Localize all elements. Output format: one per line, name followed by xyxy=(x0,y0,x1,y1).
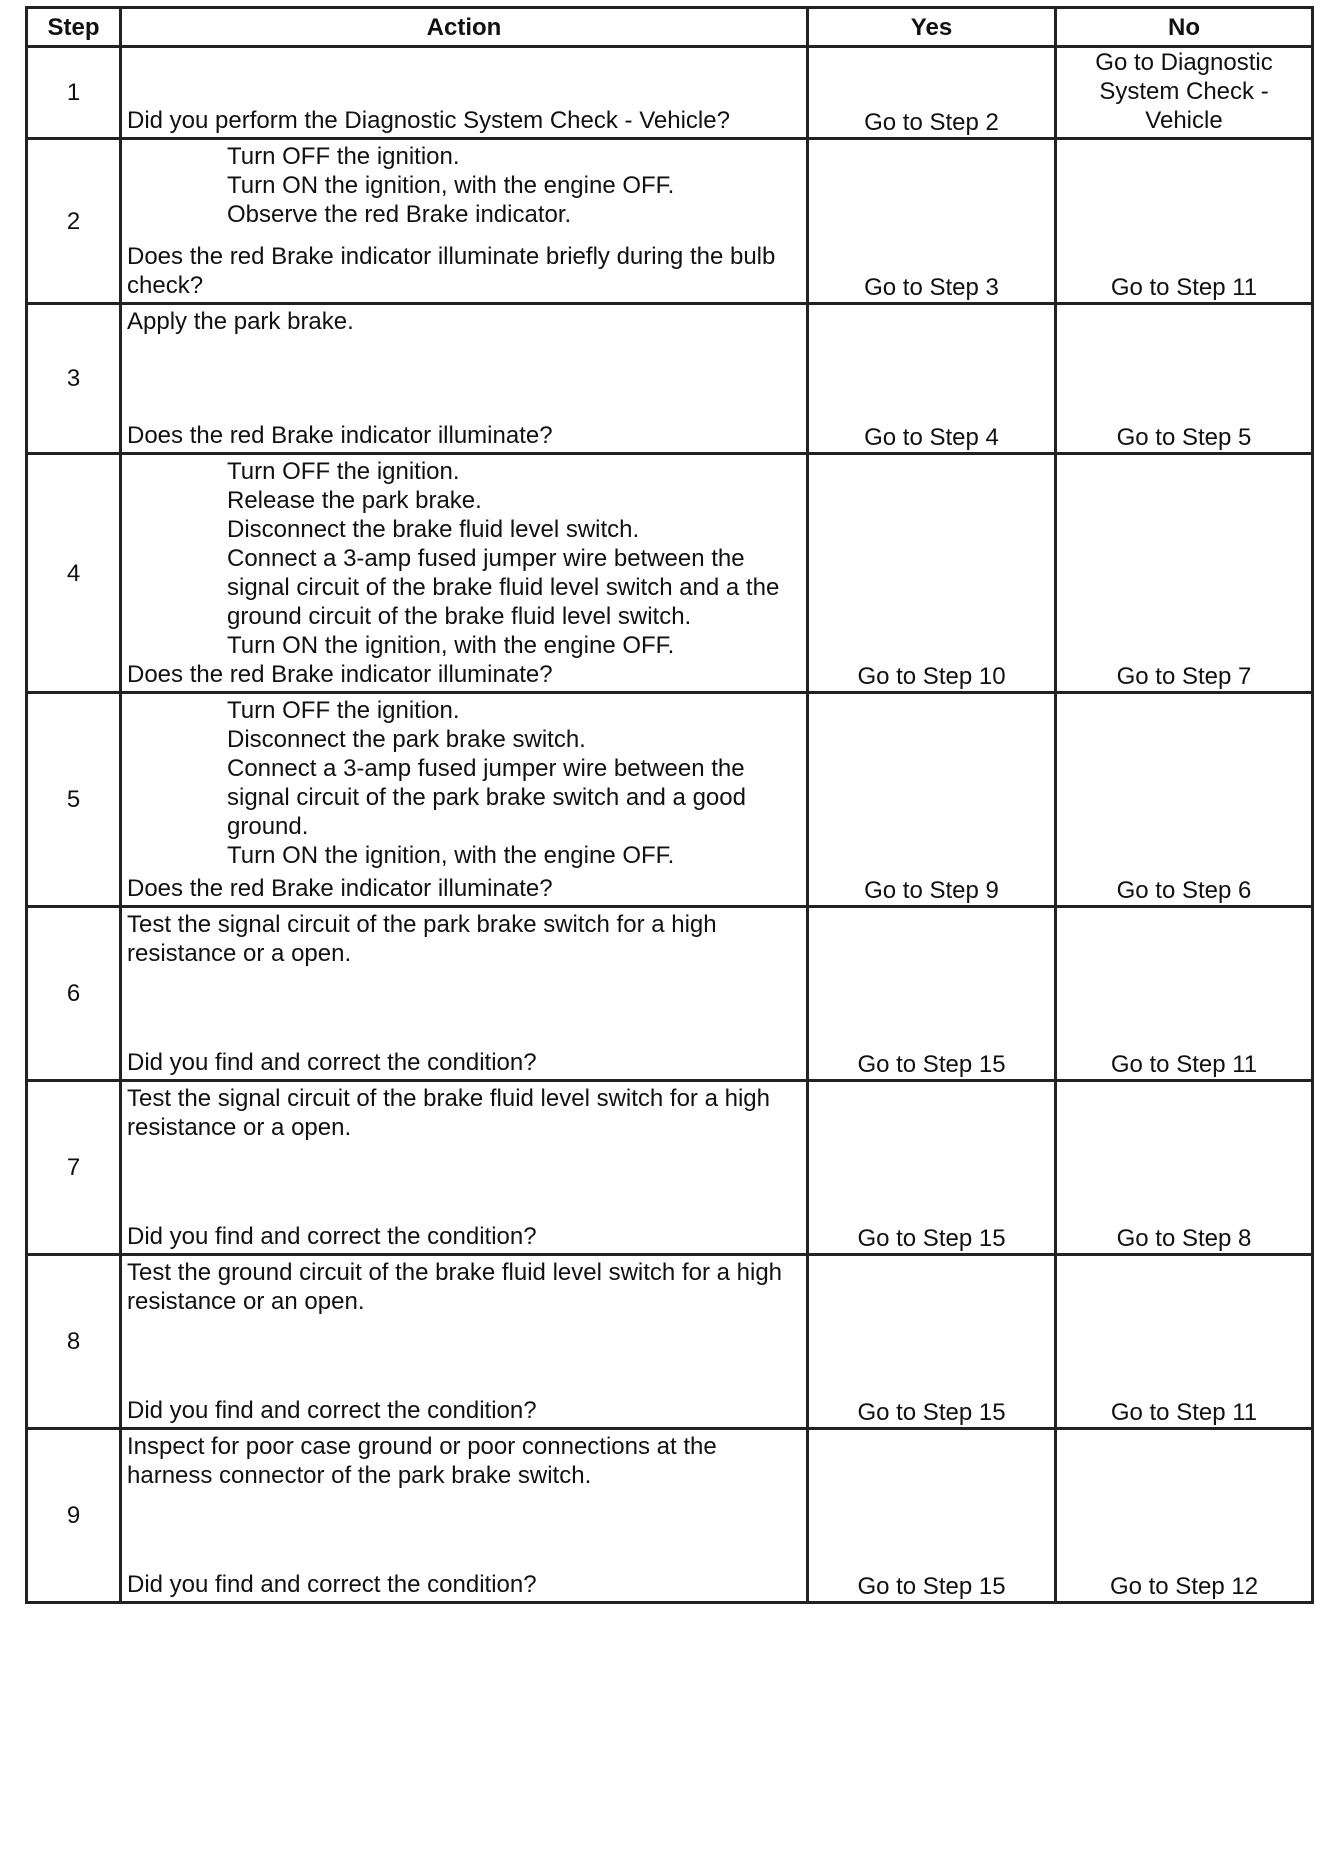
action-content xyxy=(122,1256,806,1427)
action-top xyxy=(127,1258,802,1316)
action-question: Does the red Brake indicator illuminate? xyxy=(127,422,553,449)
action-cell xyxy=(121,693,808,907)
substep-line: Turn ON the ignition, with the engine OFF. xyxy=(227,632,675,659)
yes-result: Go to Step 9 xyxy=(808,693,1056,907)
step-number: 7 xyxy=(27,1081,121,1255)
substep-line: Turn ON the ignition, with the engine OFF. xyxy=(227,842,675,869)
substep-list xyxy=(127,457,802,660)
substep-line: Connect a 3-amp fused jumper wire between the signal circuit of the park brake switch and a good ground. xyxy=(227,755,746,840)
no-result-line: Go to Step 12 xyxy=(1109,1573,1259,1600)
action-content xyxy=(122,455,806,691)
no-result xyxy=(1056,693,1313,907)
step-number: 6 xyxy=(27,907,121,1081)
action-content xyxy=(122,140,806,302)
substep-line: Disconnect the brake fluid level switch. xyxy=(227,516,640,543)
header-no: No xyxy=(1056,8,1313,47)
table-row xyxy=(27,907,1313,1081)
table-row xyxy=(27,139,1313,304)
no-result-line: Go to Step 5 xyxy=(1116,424,1252,451)
yes-result: Go to Step 15 xyxy=(808,907,1056,1081)
substep-line: Turn ON the ignition, with the engine OFF. xyxy=(227,172,675,199)
action-content xyxy=(122,908,806,1079)
action-instruction: Inspect for poor case ground or poor connections at the harness connector of the park brake switch. xyxy=(127,1433,717,1489)
step-number: 5 xyxy=(27,693,121,907)
no-result-line: Go to Step 11 xyxy=(1110,1051,1258,1078)
header-row xyxy=(27,8,1313,47)
action-instruction: Apply the park brake. xyxy=(127,308,354,335)
action-cell xyxy=(121,1255,808,1429)
no-result-line: Go to Diagnostic xyxy=(1095,49,1273,76)
table-row xyxy=(27,1255,1313,1429)
no-result-line: Go to Step 7 xyxy=(1116,663,1252,690)
no-result xyxy=(1056,1429,1313,1603)
action-question: Does the red Brake indicator illuminate? xyxy=(127,661,553,688)
action-question: Did you find and correct the condition? xyxy=(127,1571,537,1598)
table-row xyxy=(27,454,1313,693)
step-number: 1 xyxy=(27,47,121,139)
action-cell xyxy=(121,907,808,1081)
no-result xyxy=(1056,1081,1313,1255)
yes-result: Go to Step 15 xyxy=(808,1081,1056,1255)
action-top xyxy=(127,457,802,660)
no-result xyxy=(1056,47,1313,139)
yes-result: Go to Step 10 xyxy=(808,454,1056,693)
action-content xyxy=(122,694,806,905)
substep-line: Turn OFF the ignition. xyxy=(227,143,460,170)
action-cell xyxy=(121,1429,808,1603)
substep-line: Disconnect the park brake switch. xyxy=(227,726,586,753)
no-result xyxy=(1056,304,1313,454)
step-number: 9 xyxy=(27,1429,121,1603)
table-row xyxy=(27,1081,1313,1255)
action-content xyxy=(122,1430,806,1601)
no-result xyxy=(1056,454,1313,693)
action-instruction: Test the signal circuit of the brake fluid level switch for a high resistance or a open. xyxy=(127,1085,770,1141)
substep-line: Turn OFF the ignition. xyxy=(227,458,460,485)
action-cell xyxy=(121,304,808,454)
action-content xyxy=(122,305,806,452)
substep-line: Observe the red Brake indicator. xyxy=(227,201,572,228)
table-row xyxy=(27,693,1313,907)
action-question: Does the red Brake indicator illuminate? xyxy=(127,875,553,902)
action-top xyxy=(127,1084,802,1142)
table-row xyxy=(27,304,1313,454)
action-question: Did you find and correct the condition? xyxy=(127,1397,537,1424)
no-result-line: Go to Step 11 xyxy=(1110,1399,1258,1426)
action-cell xyxy=(121,47,808,139)
yes-result: Go to Step 4 xyxy=(808,304,1056,454)
no-result-line: Go to Step 8 xyxy=(1116,1225,1252,1252)
no-result-line: System Check - xyxy=(1099,78,1269,105)
action-top xyxy=(127,1432,802,1490)
table-row xyxy=(27,47,1313,139)
step-number: 2 xyxy=(27,139,121,304)
header-yes: Yes xyxy=(808,8,1056,47)
action-top xyxy=(127,142,802,229)
no-result xyxy=(1056,1255,1313,1429)
action-cell xyxy=(121,454,808,693)
step-number: 3 xyxy=(27,304,121,454)
substep-line: Connect a 3-amp fused jumper wire between the signal circuit of the brake fluid level switch and a the ground circuit of the brake fluid level switch. xyxy=(227,545,780,630)
yes-result: Go to Step 2 xyxy=(808,47,1056,139)
action-top xyxy=(127,910,802,968)
table-row xyxy=(27,1429,1313,1603)
action-cell xyxy=(121,139,808,304)
action-question: Does the red Brake indicator illuminate briefly during the bulb check? xyxy=(127,243,776,299)
action-question: Did you perform the Diagnostic System Check - Vehicle? xyxy=(127,107,730,134)
no-result xyxy=(1056,139,1313,304)
substep-list xyxy=(127,142,802,229)
step-number: 8 xyxy=(27,1255,121,1429)
yes-result: Go to Step 15 xyxy=(808,1255,1056,1429)
action-top xyxy=(127,307,802,336)
action-top xyxy=(127,696,802,870)
substep-line: Release the park brake. xyxy=(227,487,482,514)
action-question: Did you find and correct the condition? xyxy=(127,1223,537,1250)
no-result-line: Go to Step 6 xyxy=(1116,877,1252,904)
no-result xyxy=(1056,907,1313,1081)
table-body xyxy=(27,47,1313,1603)
action-content xyxy=(122,48,806,137)
header-action: Action xyxy=(121,8,808,47)
action-question: Did you find and correct the condition? xyxy=(127,1049,537,1076)
action-content xyxy=(122,1082,806,1253)
no-result-line: Go to Step 11 xyxy=(1110,274,1258,301)
yes-result: Go to Step 3 xyxy=(808,139,1056,304)
action-instruction: Test the ground circuit of the brake fluid level switch for a high resistance or an open. xyxy=(127,1259,783,1315)
step-number: 4 xyxy=(27,454,121,693)
action-instruction: Test the signal circuit of the park brake switch for a high resistance or a open. xyxy=(127,911,717,967)
substep-list xyxy=(127,696,802,870)
action-cell xyxy=(121,1081,808,1255)
diagnostic-table xyxy=(25,6,1314,1604)
yes-result: Go to Step 15 xyxy=(808,1429,1056,1603)
substep-line: Turn OFF the ignition. xyxy=(227,697,460,724)
header-step: Step xyxy=(27,8,121,47)
no-result-line: Vehicle xyxy=(1145,107,1223,134)
